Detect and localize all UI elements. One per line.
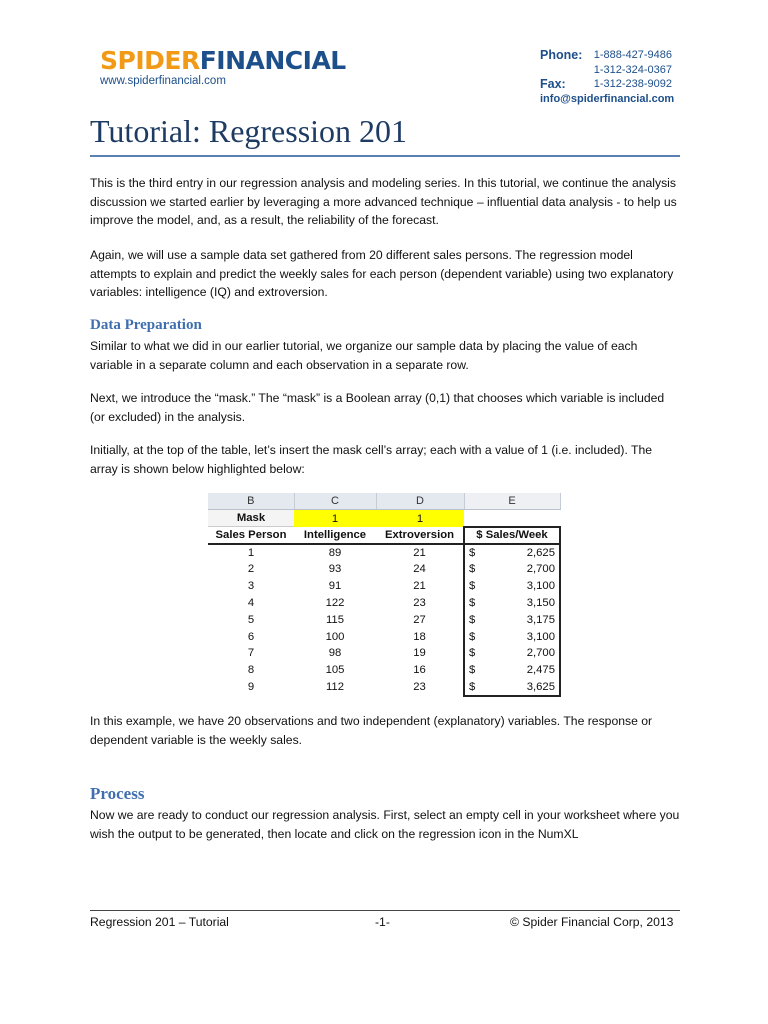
sales-value: 2,700 [526,647,555,660]
header-intelligence: Intelligence [294,527,376,544]
mask-value-extroversion: 1 [376,510,464,527]
currency-symbol: $ [469,579,476,592]
currency-symbol: $ [469,664,476,677]
cell-intelligence: 122 [325,596,345,609]
after-table-paragraph: In this example, we have 20 observations and two independent (explanatory) variables. The response or dependent variable is the weekly sales. [90,714,653,747]
cell-extroversion: 19 [413,647,426,660]
cell-intelligence: 115 [325,613,344,626]
cell-sales-person: 5 [247,613,255,626]
mask-empty-cell [464,510,560,527]
prep-paragraph-3: Initially, at the top of the table, let’s insert the mask cell’s array; each with a value of 1 (i.e. included). The array is shown below highlighted below: [90,443,653,476]
table-row [208,662,560,679]
cell-sales-week [464,561,560,578]
cell-sales-person: 1 [247,546,255,559]
sales-value: 2,625 [526,546,555,559]
table-row [208,679,560,696]
phone-label: Phone: [540,48,583,62]
sales-value: 3,100 [526,579,555,592]
section-heading-data-preparation: Data Preparation [90,317,202,333]
cell-sales-week [464,577,560,594]
header-extroversion: Extroversion [376,527,464,544]
intro-paragraph-2: Again, we will use a sample data set gathered from 20 different sales persons. The regression model attempts to explain and predict the weekly sales for each person (dependent variable) using two explanatory variables: intelligence (IQ) and extroversion. [90,248,674,299]
footer-page-number: -1- [375,915,390,929]
currency-symbol: $ [469,596,476,609]
currency-symbol: $ [469,630,476,643]
cell-intelligence: 93 [328,563,342,575]
table-header-row [208,527,560,544]
header-sales-person: Sales Person [208,527,294,544]
mask-label: Mask [208,510,294,527]
phone-number-2: 1-312-324-0367 [593,63,672,76]
prep-paragraph-1: Similar to what we did in our earlier tutorial, we organize our sample data by placing the value of each variable in a separate column and each observation in a separate row. [90,339,638,372]
cell-intelligence: 100 [325,630,345,643]
column-letter-c: C [294,493,376,510]
fax-number: 1-312-238-9092 [593,78,672,90]
header-sales-week: $ Sales/Week [464,527,560,544]
cell-extroversion: 23 [413,596,426,609]
currency-symbol: $ [469,680,476,693]
page-title: Tutorial: Regression 201 [90,113,408,149]
column-letter-e: E [464,493,560,510]
currency-symbol: $ [469,546,476,559]
spreadsheet-screenshot [208,493,560,700]
cell-intelligence: 98 [328,647,342,660]
title-divider [90,155,680,157]
cell-sales-week [464,679,560,696]
currency-symbol: $ [469,563,476,575]
cell-sales-week [464,645,560,662]
footer-copyright: © Spider Financial Corp, 2013 [510,915,674,929]
column-letter-d: D [376,493,464,510]
logo-spider-text: SPIDER [100,46,200,75]
cell-intelligence: 112 [325,681,344,694]
sales-value: 3,625 [526,680,555,693]
footer-left: Regression 201 – Tutorial [90,915,229,929]
cell-intelligence: 91 [328,579,342,592]
column-letter-b: B [208,493,294,510]
table-row [208,645,560,662]
mask-row [208,510,560,527]
sales-value: 3,175 [526,613,555,626]
cell-intelligence: 105 [325,664,345,677]
table-row [208,577,560,594]
sales-value: 3,100 [526,630,555,643]
cell-sales-week [464,544,560,561]
table-body [208,544,560,696]
sales-value: 3,150 [526,596,555,609]
cell-sales-week [464,594,560,611]
sales-value: 2,475 [526,664,555,677]
column-letter-row [208,493,560,510]
footer-divider [90,910,680,911]
sales-data-table [208,493,561,697]
section-heading-process: Process [90,784,145,803]
table-row [208,611,560,628]
logo-url: www.spiderfinancial.com [100,75,226,87]
cell-extroversion: 18 [413,630,426,643]
spider-financial-logo [100,48,346,87]
cell-sales-person: 8 [247,664,255,677]
table-row [208,628,560,645]
cell-intelligence: 89 [328,546,342,559]
intro-paragraph-1: This is the third entry in our regression analysis and modeling series. In this tutorial, we continue the analysis discussion we started earlier by leveraging a more advanced technique – influential data analysis - to help us improve the model, and, as a result, the reliability of the forecast. [90,176,677,227]
contact-email: info@spiderfinancial.com [540,92,675,105]
cell-extroversion: 23 [413,681,426,694]
cell-sales-person: 4 [247,596,255,609]
cell-extroversion: 24 [413,563,426,575]
phone-number-1: 1-888-427-9486 [593,49,672,61]
cell-extroversion: 16 [413,664,426,677]
mask-value-intelligence: 1 [294,510,376,527]
logo-financial-text: FINANCIAL [199,46,346,75]
process-paragraph: Now we are ready to conduct our regression analysis. First, select an empty cell in your worksheet where you wish the output to be generated, then locate and click on the regression icon in the NumXL [90,808,680,841]
table-row [208,594,560,611]
cell-sales-person: 7 [247,647,255,660]
table-row [208,561,560,578]
sales-value: 2,700 [526,563,555,575]
cell-extroversion: 21 [413,579,426,592]
cell-sales-week [464,611,560,628]
cell-sales-week [464,628,560,645]
currency-symbol: $ [469,613,476,626]
logo-wordmark [100,48,346,74]
cell-sales-person: 2 [247,563,255,575]
table-row [208,544,560,561]
cell-sales-week [464,662,560,679]
prep-paragraph-2: Next, we introduce the “mask.” The “mask” is a Boolean array (0,1) that chooses which variable is included (or excluded) in the analysis. [90,391,665,424]
cell-sales-person: 6 [247,630,255,643]
currency-symbol: $ [469,647,476,660]
cell-sales-person: 3 [247,579,255,592]
fax-label: Fax: [540,77,566,91]
cell-sales-person: 9 [247,681,255,694]
cell-extroversion: 27 [413,613,426,626]
cell-extroversion: 21 [413,546,426,559]
contact-block [540,48,675,106]
